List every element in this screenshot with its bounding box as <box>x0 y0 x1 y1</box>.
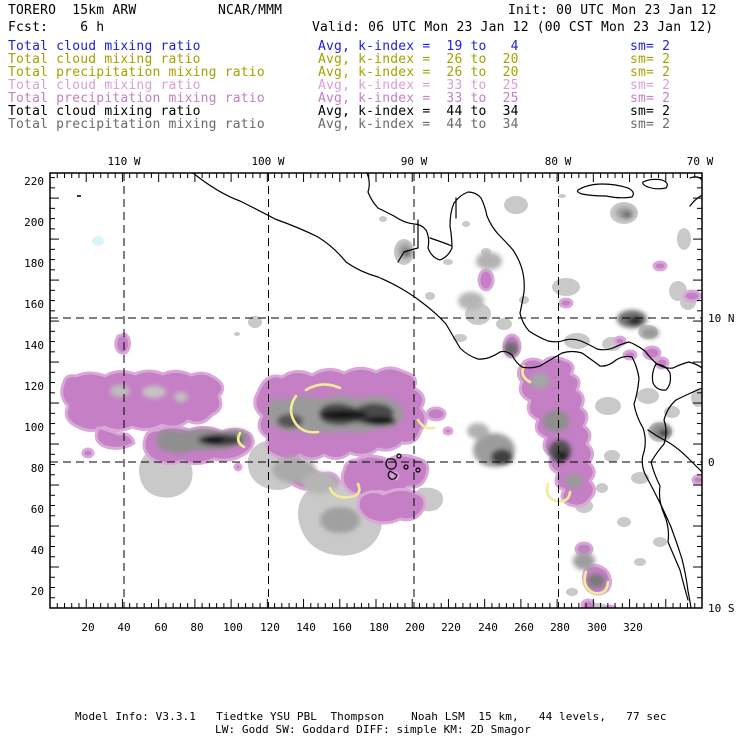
legend-series-label: Total cloud mixing ratio <box>8 52 201 67</box>
legend-sm-value: sm= 2 <box>630 52 671 67</box>
right-axis-label: 10 S <box>708 602 735 615</box>
bottom-axis-label: 80 <box>190 621 204 634</box>
cyan-cloud-speck <box>92 236 104 246</box>
left-axis-label: 80 <box>30 462 44 475</box>
legend-series-label: Total cloud mixing ratio <box>8 78 201 93</box>
bottom-axis-label: 280 <box>550 621 570 634</box>
bottom-axis-label: 260 <box>514 621 534 634</box>
legend-kindex-value: Avg, k-index = 33 to 25 <box>318 91 519 106</box>
forecast-hour: Fcst: 6 h <box>8 20 105 35</box>
legend-sm-value: sm= 2 <box>630 39 671 54</box>
legend-sm-value: sm= 2 <box>630 78 671 93</box>
left-axis-label: 60 <box>30 503 44 516</box>
bottom-axis-label: 180 <box>369 621 389 634</box>
bottom-axis-label: 140 <box>296 621 316 634</box>
legend-series-label: Total precipitation mixing ratio <box>8 117 265 132</box>
legend-series-label: Total cloud mixing ratio <box>8 104 201 119</box>
bottom-axis-label: 20 <box>81 621 95 634</box>
left-axis-label: 160 <box>24 298 44 311</box>
left-axis-label: 100 <box>24 421 44 434</box>
right-axis-label: 10 N <box>708 312 735 325</box>
model-info-line-1: Model Info: V3.3.1 Tiedtke YSU PBL Thompson Noah LSM 15 km, 44 levels, 77 sec <box>75 710 667 723</box>
left-axis-label: 20 <box>30 585 44 598</box>
legend-kindex-value: Avg, k-index = 26 to 20 <box>318 65 519 80</box>
top-axis-label: 100 W <box>251 155 285 168</box>
legend-sm-value: sm= 2 <box>630 104 671 119</box>
top-axis-label: 110 W <box>107 155 141 168</box>
legend-series-label: Total cloud mixing ratio <box>8 39 201 54</box>
legend-sm-value: sm= 2 <box>630 117 671 132</box>
bottom-axis-label: 240 <box>478 621 498 634</box>
legend-kindex-value: Avg, k-index = 33 to 25 <box>318 78 519 93</box>
dark-speck <box>77 195 81 197</box>
left-axis-label: 120 <box>24 380 44 393</box>
legend-kindex-value: Avg, k-index = 44 to 34 <box>318 117 519 132</box>
legend-kindex-value: Avg, k-index = 26 to 20 <box>318 52 519 67</box>
bottom-axis-label: 120 <box>260 621 280 634</box>
top-axis-label: 80 W <box>544 155 572 168</box>
left-axis-label: 220 <box>24 175 44 188</box>
top-axis-label: 90 W <box>400 155 428 168</box>
init-time: Init: 00 UTC Mon 23 Jan 12 <box>508 3 717 18</box>
legend-series-label: Total precipitation mixing ratio <box>8 65 265 80</box>
bottom-axis-label: 160 <box>332 621 352 634</box>
center-title: NCAR/MMM <box>218 3 283 18</box>
valid-time: Valid: 06 UTC Mon 23 Jan 12 (00 CST Mon 23 Jan 12) <box>312 20 714 35</box>
bottom-axis-label: 220 <box>441 621 461 634</box>
bottom-axis-label: 60 <box>154 621 168 634</box>
left-axis-label: 140 <box>24 339 44 352</box>
model-info-line-2: LW: Godd SW: Goddard DIFF: simple KM: 2D Smagor <box>215 723 531 736</box>
legend-kindex-value: Avg, k-index = 19 to 4 <box>318 39 519 54</box>
left-axis-label: 40 <box>30 544 44 557</box>
bottom-axis-label: 200 <box>405 621 425 634</box>
model-title: TORERO 15km ARW <box>8 3 137 18</box>
bottom-axis-label: 300 <box>587 621 607 634</box>
top-axis-label: 70 W <box>686 155 714 168</box>
bottom-axis-label: 100 <box>223 621 243 634</box>
bottom-axis-label: 320 <box>623 621 643 634</box>
left-axis-label: 200 <box>24 216 44 229</box>
left-axis-label: 180 <box>24 257 44 270</box>
right-axis-label: 0 <box>708 456 715 469</box>
legend-series-label: Total precipitation mixing ratio <box>8 91 265 106</box>
legend-kindex-value: Avg, k-index = 44 to 34 <box>318 104 519 119</box>
legend-sm-value: sm= 2 <box>630 65 671 80</box>
legend-sm-value: sm= 2 <box>630 91 671 106</box>
bottom-axis-label: 40 <box>117 621 131 634</box>
